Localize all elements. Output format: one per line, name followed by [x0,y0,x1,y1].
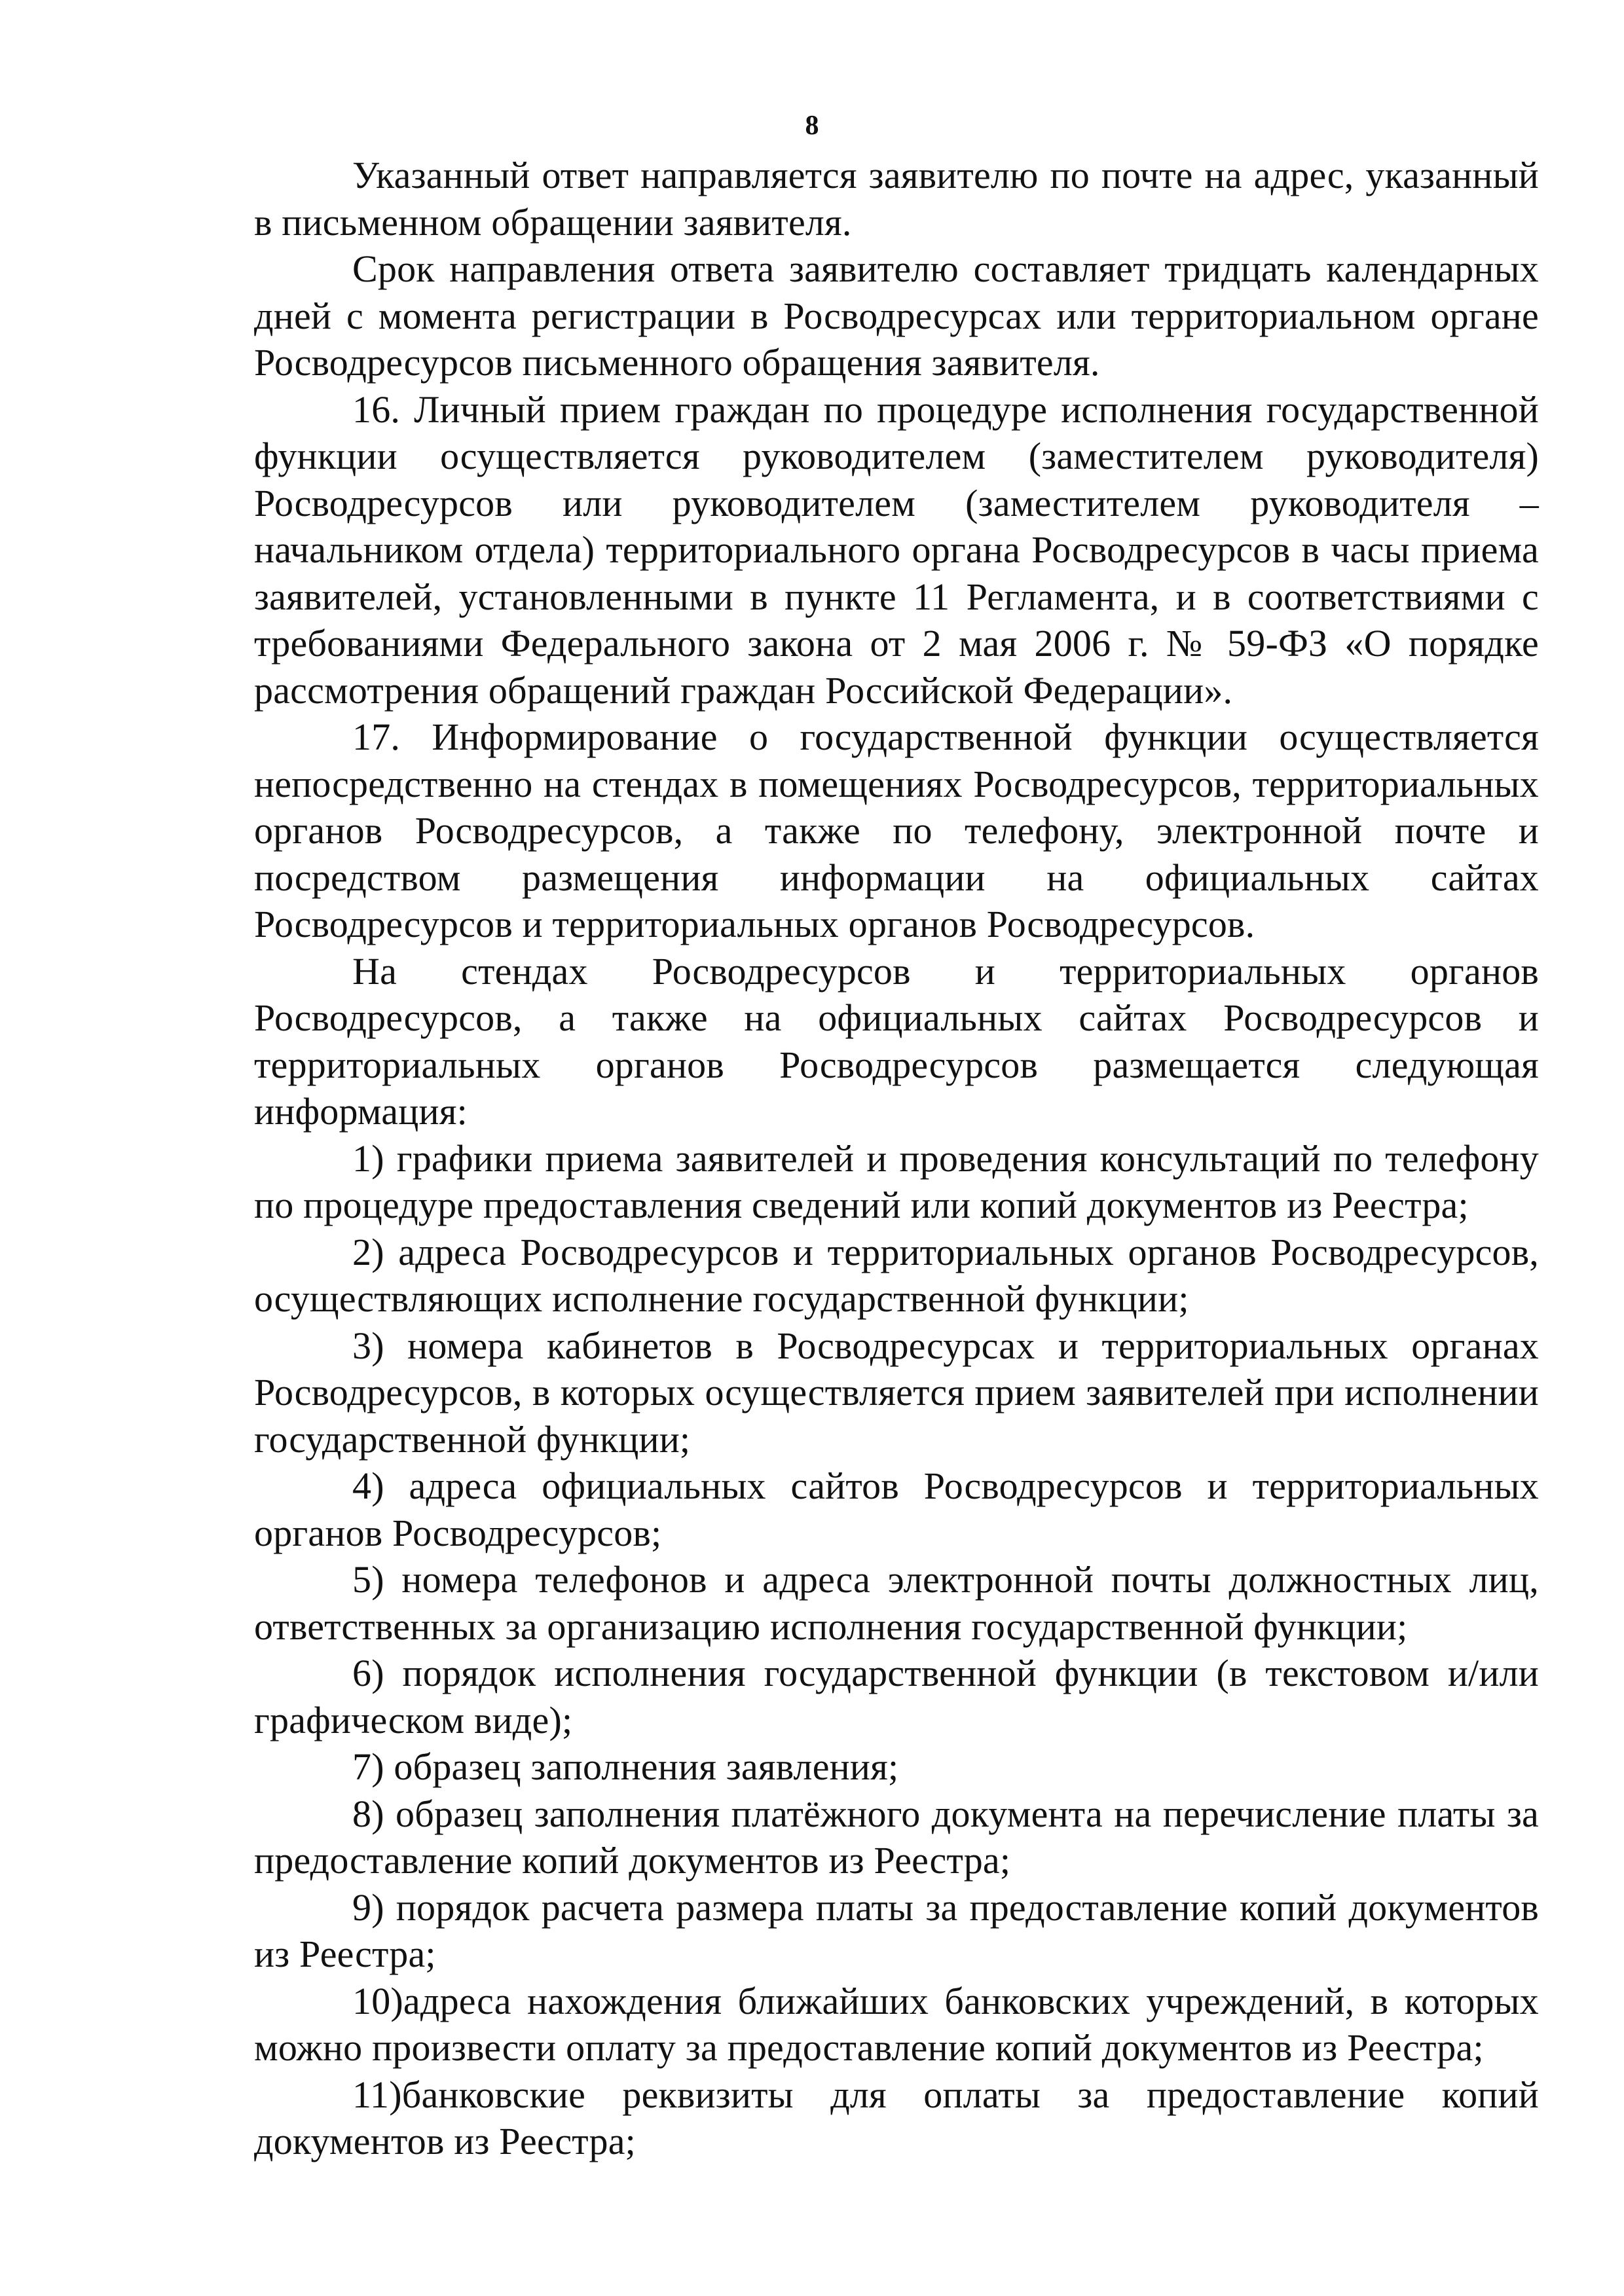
list-item-5: 5) номера телефонов и адреса электронной почты должностных лиц, ответственных за организацию исполнения государственной функции; [254,1558,1539,1648]
list-item-8: 8) образец заполнения платёжного документа на перечисление платы за предоставление копий документов из Реестра; [254,1792,1539,1882]
list-item-9: 9) порядок расчета размера платы за предоставление копий документов из Реестра; [254,1886,1539,1975]
list-item-3: 3) номера кабинетов в Росводресурсах и территориальных органах Росводресурсов, в которых осуществляется прием заявителей при исполнении государственной функции; [254,1324,1539,1461]
document-body [254,152,1539,2165]
list-item-2: 2) адреса Росводресурсов и территориальных органов Росводресурсов, осуществляющих исполнение государственной функции; [254,1230,1539,1320]
paragraph-item-17: 17. Информирование о государственной функции осуществляется непосредственно на стендах в помещениях Росводресурсов, территориальных органов Росводресурсов, а также по телефону, электронной почте и посредством размещения информации на официальных сайтах Росводресурсов и территориальных органов Росводресурсов. [254,716,1539,945]
paragraph-item-16: 16. Личный прием граждан по процедуре исполнения государственной функции осуществляется руководителем (заместителем руководителя) Росводресурсов или руководителем (заместителем руководителя – начальником отдела) территориального органа Росводресурсов в часы приема заявителей, установленными в пункте 11 Регламента, и в соответствиями с требованиями Федерального закона от 2 мая 2006 г. № 59-ФЗ «О порядке рассмотрения обращений граждан Российской Федерации». [254,388,1539,712]
page-number: 8 [805,111,819,141]
paragraph-response-delivery: Указанный ответ направляется заявителю по почте на адрес, указанный в письменном обращении заявителя. [254,154,1539,244]
list-item-10: 10)адреса нахождения ближайших банковских учреждений, в которых можно произвести оплату за предоставление копий документов из Реестра; [254,1979,1539,2069]
list-item-11: 11)банковские реквизиты для оплаты за предоставление копий документов из Реестра; [254,2073,1539,2162]
list-item-7: 7) образец заполнения заявления; [352,1745,899,1788]
paragraph-response-deadline: Срок направления ответа заявителю составляет тридцать календарных дней с момента регистрации в Росводресурсах или территориальном органе Росводресурсов письменного обращения заявителя. [254,247,1539,384]
paragraph-stands-info-intro: На стендах Росводресурсов и территориальных органов Росводресурсов, а также на официальных сайтах Росводресурсов и территориальных органов Росводресурсов размещается следующая информация: [254,949,1539,1133]
list-item-1: 1) графики приема заявителей и проведения консультаций по телефону по процедуре предоставления сведений или копий документов из Реестра; [254,1137,1539,1226]
list-item-6: 6) порядок исполнения государственной функции (в текстовом и/или графическом виде); [254,1652,1539,1741]
list-item-4: 4) адреса официальных сайтов Росводресурсов и территориальных органов Росводресурсов; [254,1465,1539,1554]
